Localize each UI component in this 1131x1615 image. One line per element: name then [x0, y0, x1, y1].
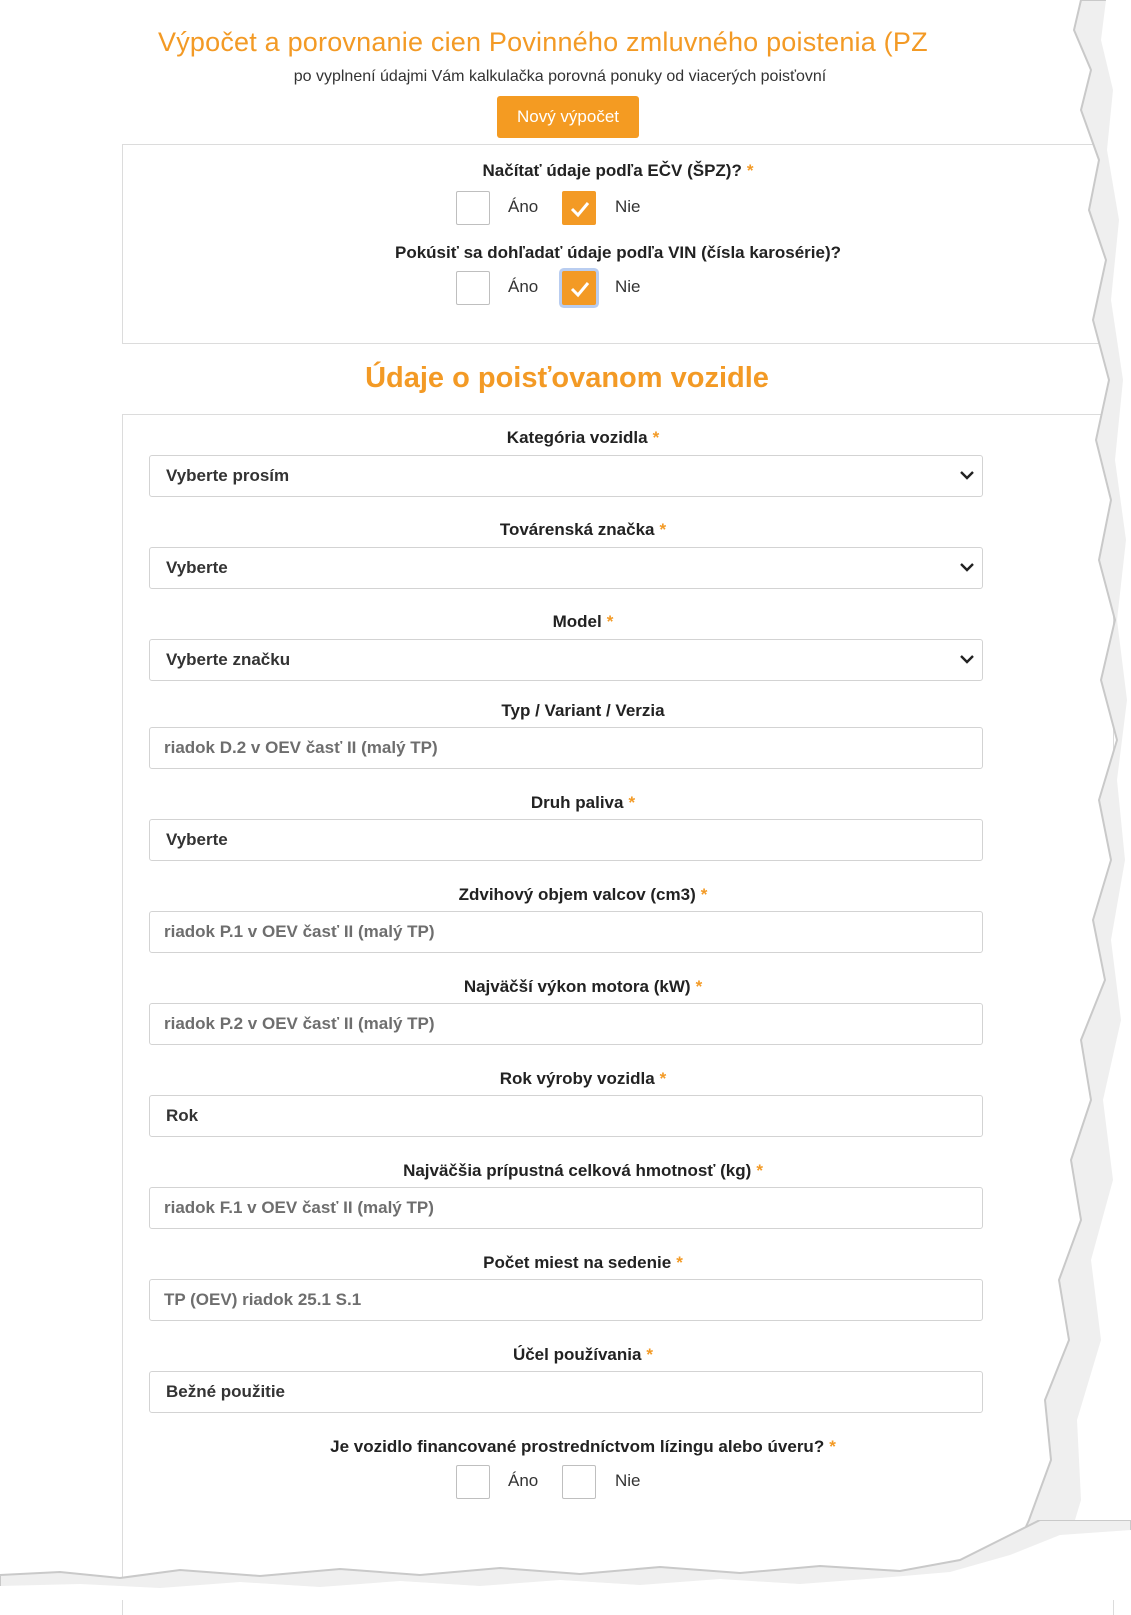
field-label-text: Zdvihový objem valcov (cm3)	[458, 885, 696, 904]
input-placeholder: TP (OEV) riadok 25.1 S.1	[164, 1290, 362, 1309]
input-placeholder: riadok P.2 v OEV časť II (malý TP)	[164, 1014, 435, 1033]
brand-select[interactable]	[149, 547, 983, 589]
field-label-text: Typ / Variant / Verzia	[501, 701, 665, 720]
required-mark: *	[700, 885, 708, 904]
select-value: Vyberte	[166, 558, 228, 577]
ecv-question-text: Načítať údaje podľa EČV (ŠPZ)?	[482, 161, 742, 180]
required-mark: *	[646, 1345, 654, 1364]
field-label-fuel	[148, 793, 1018, 813]
field-label-variant	[148, 701, 1018, 721]
torn-edge-bottom	[0, 1520, 1131, 1600]
vin-yes-label: Áno	[508, 277, 539, 296]
required-mark: *	[652, 428, 660, 447]
select-value: Vyberte značku	[166, 650, 291, 669]
seats-input[interactable]	[149, 1279, 983, 1321]
required-mark: *	[676, 1253, 683, 1272]
field-label-usage	[148, 1345, 1018, 1365]
field-label-text: Továrenská značka	[499, 520, 655, 539]
ecv-yes-label: Áno	[508, 197, 539, 216]
field-label-text: Kategória vozidla	[506, 428, 648, 447]
required-mark: *	[606, 612, 614, 631]
required-mark: *	[659, 1069, 667, 1088]
new-calculation-button[interactable]: Nový výpočet	[497, 96, 639, 138]
page-title: Výpočet a porovnanie cien Povinného zmluvného poistenia (PZ	[158, 27, 928, 57]
leasing-yes-label: Áno	[508, 1471, 539, 1490]
required-mark: *	[746, 161, 754, 180]
variant-input[interactable]	[149, 727, 983, 769]
field-label-model	[148, 612, 1018, 632]
input-placeholder: riadok F.1 v OEV časť II (malý TP)	[164, 1198, 434, 1217]
field-label-text: Druh paliva	[530, 793, 624, 812]
weight-input[interactable]	[149, 1187, 983, 1229]
vin-no-label: Nie	[615, 277, 641, 296]
field-label-text: Najväčšia prípustná celková hmotnosť (kg)	[403, 1161, 752, 1180]
field-label-text: Účel používania	[512, 1345, 642, 1364]
section-title: Údaje o poisťovanom vozidle	[365, 362, 769, 394]
displacement-input[interactable]	[149, 911, 983, 953]
power-input[interactable]	[149, 1003, 983, 1045]
field-label-text: Rok výroby vozidla	[499, 1069, 655, 1088]
leasing-question	[148, 1437, 1018, 1457]
vin-question: Pokúsiť sa dohľadať údaje podľa VIN (čísla karosérie)?	[394, 243, 842, 262]
vehicle-category-select[interactable]	[149, 455, 983, 497]
required-mark: *	[756, 1161, 763, 1180]
fuel-select[interactable]	[149, 819, 983, 861]
select-value: Vyberte	[166, 830, 228, 849]
year-select[interactable]	[149, 1095, 983, 1137]
field-label-power	[148, 977, 1018, 997]
vin-yes-checkbox[interactable]	[456, 271, 490, 305]
page-subtitle: po vyplnení údajmi Vám kalkulačka porovná ponuky od viacerých poisťovní	[293, 68, 827, 85]
input-placeholder: riadok P.1 v OEV časť II (malý TP)	[164, 922, 435, 941]
field-label-text: Najväčší výkon motora (kW)	[463, 977, 691, 996]
leasing-no-label: Nie	[615, 1471, 641, 1490]
field-label-displacement	[148, 885, 1018, 905]
required-mark: *	[628, 793, 636, 812]
required-mark: *	[659, 520, 667, 539]
field-label-text: Počet miest na sedenie	[483, 1253, 672, 1272]
required-mark: *	[695, 977, 703, 996]
ecv-no-checkbox[interactable]	[562, 191, 596, 225]
leasing-question-text: Je vozidlo financované prostredníctvom lízingu alebo úveru?	[330, 1437, 825, 1456]
select-value: Rok	[166, 1106, 199, 1125]
field-label-brand	[148, 520, 1018, 540]
leasing-yes-checkbox[interactable]	[456, 1465, 490, 1499]
select-value: Bežné použitie	[166, 1382, 286, 1401]
select-value: Vyberte prosím	[166, 466, 290, 485]
ecv-no-label: Nie	[615, 197, 641, 216]
field-label-category	[148, 428, 1018, 448]
field-label-seats	[148, 1253, 1018, 1273]
leasing-no-checkbox[interactable]	[562, 1465, 596, 1499]
torn-edge-right	[931, 0, 1131, 1600]
ecv-yes-checkbox[interactable]	[456, 191, 490, 225]
model-select[interactable]	[149, 639, 983, 681]
field-label-text: Model	[552, 612, 602, 631]
required-mark: *	[829, 1437, 836, 1456]
field-label-year	[148, 1069, 1018, 1089]
input-placeholder: riadok D.2 v OEV časť II (malý TP)	[164, 738, 438, 757]
field-label-weight	[148, 1161, 1018, 1181]
checkmark-icon	[570, 280, 590, 298]
checkmark-icon	[570, 200, 590, 218]
usage-select[interactable]	[149, 1371, 983, 1413]
vin-no-checkbox[interactable]	[562, 271, 596, 305]
